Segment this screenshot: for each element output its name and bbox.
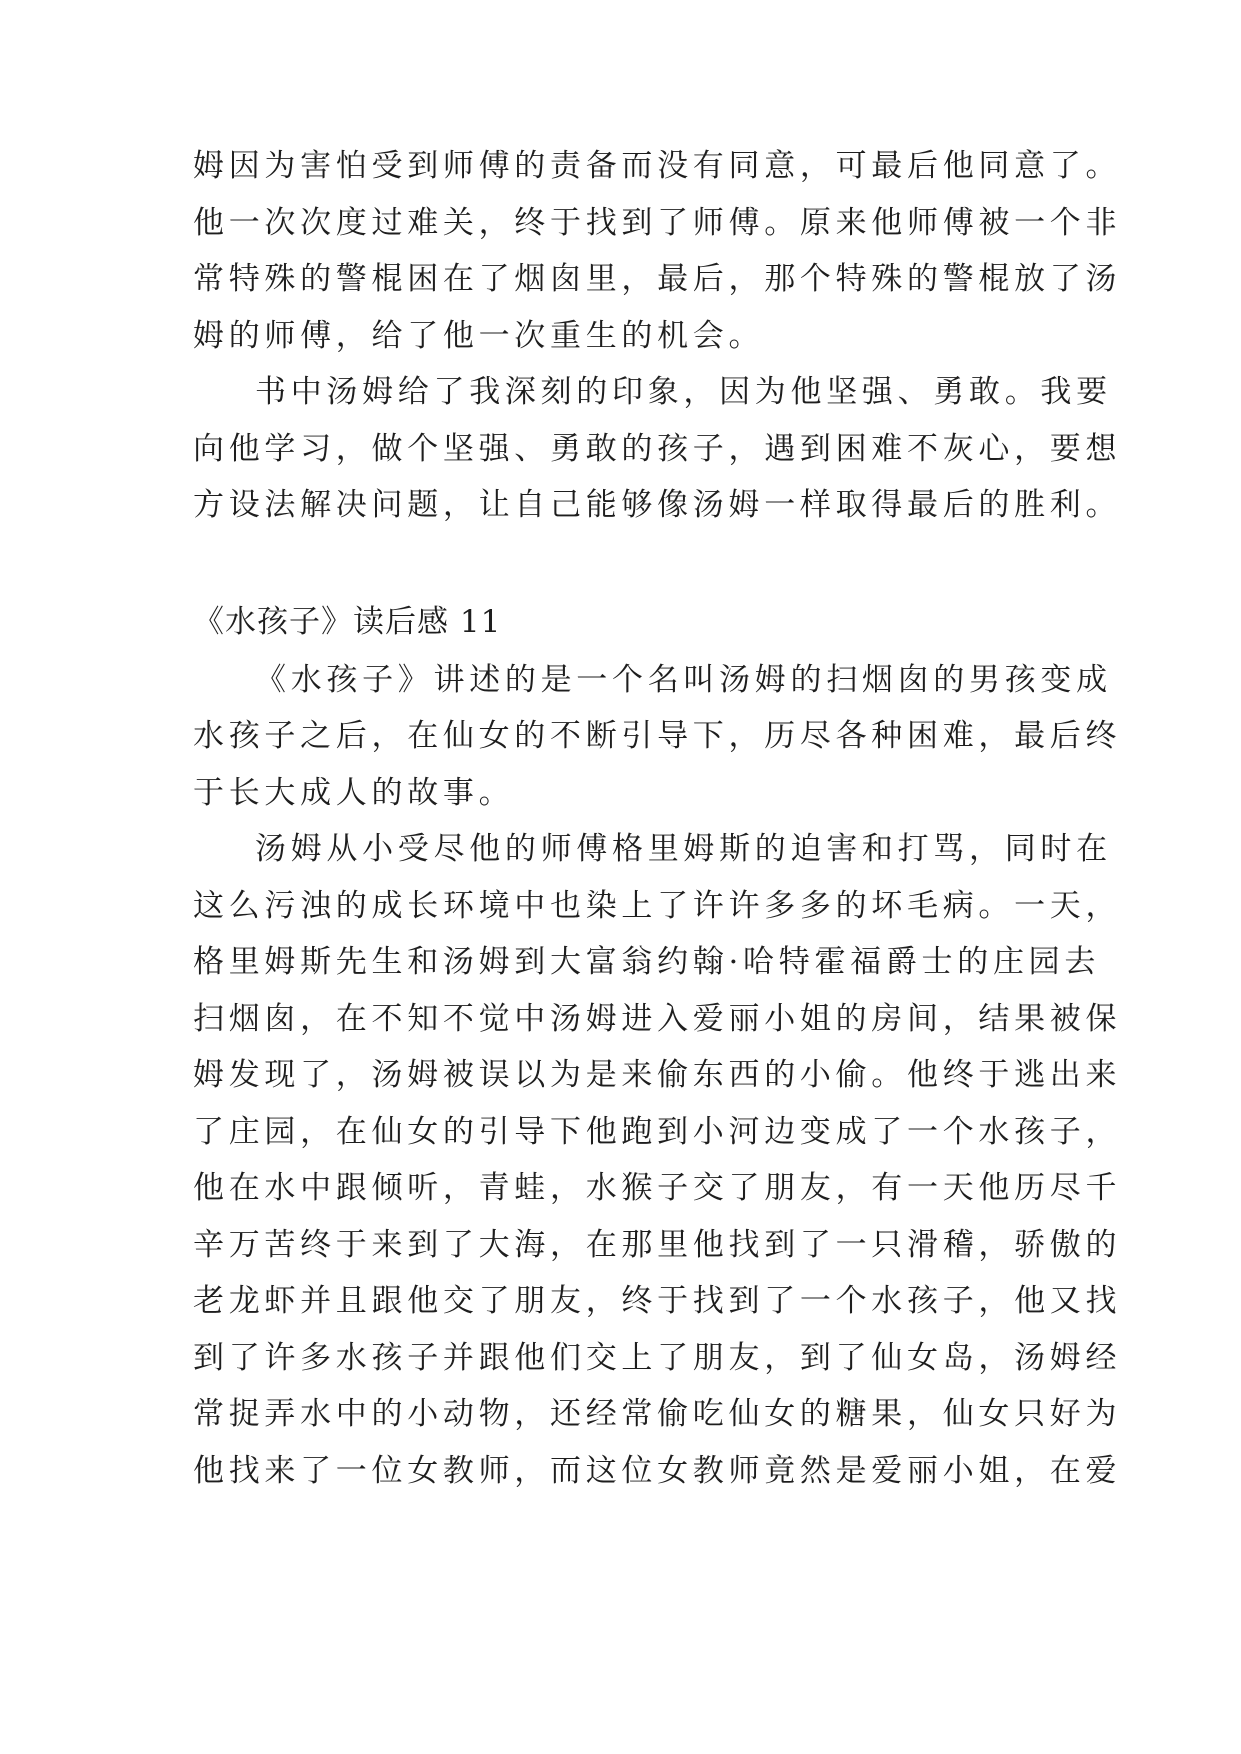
paragraph-line: 老龙虾并且跟他交了朋友，终于找到了一个水孩子，他又找	[193, 1283, 1122, 1319]
section-heading: 《水孩子》读后感 11	[193, 604, 502, 640]
paragraph-line: 他一次次度过难关，终于找到了师傅。原来他师傅被一个非	[193, 205, 1122, 241]
paragraph-line: 汤姆从小受尽他的师傅格里姆斯的迫害和打骂，同时在	[255, 831, 1112, 867]
paragraph-line: 向他学习，做个坚强、勇敢的孩子，遇到困难不灰心，要想	[193, 431, 1122, 467]
paragraph-line: 格里姆斯先生和汤姆到大富翁约翰·哈特霍福爵士的庄园去	[193, 944, 1101, 980]
paragraph-line: 书中汤姆给了我深刻的印象，因为他坚强、勇敢。我要	[255, 374, 1112, 410]
paragraph-line: 姆因为害怕受到师傅的责备而没有同意，可最后他同意了。	[193, 148, 1122, 184]
paragraph-line: 扫烟囱，在不知不觉中汤姆进入爱丽小姐的房间，结果被保	[193, 1001, 1122, 1037]
paragraph-line: 这么污浊的成长环境中也染上了许许多多的坏毛病。一天，	[193, 888, 1122, 924]
paragraph-line: 辛万苦终于来到了大海，在那里他找到了一只滑稽，骄傲的	[193, 1227, 1122, 1263]
paragraph-line: 到了许多水孩子并跟他们交上了朋友，到了仙女岛，汤姆经	[193, 1340, 1122, 1376]
paragraph-line: 《水孩子》讲述的是一个名叫汤姆的扫烟囱的男孩变成	[255, 662, 1112, 698]
paragraph-line: 姆发现了，汤姆被误以为是来偷东西的小偷。他终于逃出来	[193, 1057, 1122, 1093]
paragraph-line: 常特殊的警棍困在了烟囱里，最后，那个特殊的警棍放了汤	[193, 261, 1122, 297]
paragraph-line: 常捉弄水中的小动物，还经常偷吃仙女的糖果，仙女只好为	[193, 1396, 1122, 1432]
paragraph-line: 了庄园，在仙女的引导下他跑到小河边变成了一个水孩子，	[193, 1114, 1122, 1150]
paragraph-line: 于长大成人的故事。	[193, 775, 515, 811]
paragraph-line: 水孩子之后，在仙女的不断引导下，历尽各种困难，最后终	[193, 718, 1122, 754]
paragraph-line: 方设法解决问题，让自己能够像汤姆一样取得最后的胜利。	[193, 487, 1122, 523]
paragraph-line: 姆的师傅，给了他一次重生的机会。	[193, 318, 765, 354]
paragraph-line: 他找来了一位女教师，而这位女教师竟然是爱丽小姐，在爱	[193, 1453, 1122, 1489]
paragraph-line: 他在水中跟倾听，青蛙，水猴子交了朋友，有一天他历尽千	[193, 1170, 1122, 1206]
